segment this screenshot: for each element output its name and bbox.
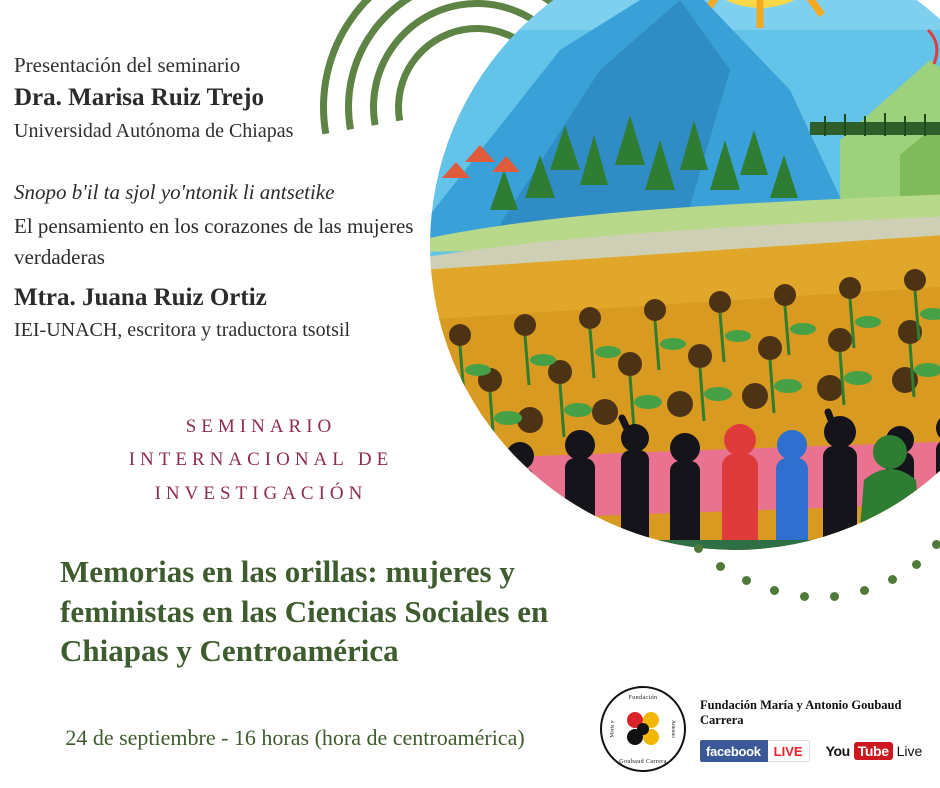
block-spacer <box>14 144 430 178</box>
page-title: Memorias en las orillas: mujeres y feministas en las Ciencias Sociales en Chiapas y Centroamérica <box>60 554 549 669</box>
kicker-line-2: INTERNACIONAL DE <box>128 449 394 471</box>
artwork-circle <box>430 0 940 550</box>
intro-label: Presentación del seminario <box>14 53 241 77</box>
youtube-you-label: You <box>825 743 850 759</box>
social-row <box>700 740 930 762</box>
facebook-live-badge[interactable] <box>700 740 810 762</box>
facebook-label: facebook <box>700 740 768 762</box>
speaker-affiliation: IEI-UNACH, escritora y traductora tsotsil <box>14 319 351 342</box>
presenter-affiliation: Universidad Autónoma de Chiapas <box>14 119 294 142</box>
logo-text-bottom: Goubaud Carrera <box>619 759 667 765</box>
facebook-live-label: LIVE <box>768 740 810 762</box>
presenter-name: Dra. Marisa Ruiz Trejo <box>14 84 264 112</box>
youtube-live-label: Live <box>896 743 923 759</box>
logo-text-top: Fundación <box>628 695 658 701</box>
foundation-logo <box>600 686 686 772</box>
foundation-name: Fundación María y Antonio Goubaud Carrera <box>700 698 902 727</box>
presentation-block <box>0 0 440 343</box>
kicker-line-3: INVESTIGACIÓN <box>154 482 368 504</box>
kicker-line-1: SEMINARIO <box>185 416 337 437</box>
youtube-live-badge[interactable] <box>826 742 923 760</box>
talk-title-spanish: El pensamiento en los corazones de las mujeres verdaderas <box>14 214 414 269</box>
talk-title-tsotsil: Snopo b'il ta sjol yo'ntonik li antsetike <box>14 179 335 204</box>
logo-petals-icon <box>621 707 665 751</box>
youtube-tube-label: Tube <box>854 742 893 760</box>
speaker-name: Mtra. Juana Ruiz Ortiz <box>14 283 267 311</box>
footer-text-block <box>700 686 930 762</box>
footer <box>600 686 930 772</box>
logo-text-right: Antonio <box>669 719 676 739</box>
logo-text-left: María y <box>609 720 616 738</box>
event-date: 24 de septiembre - 16 horas (hora de centroamérica) <box>65 725 525 750</box>
artwork-illustration <box>430 0 940 550</box>
seminar-kicker <box>96 410 426 510</box>
